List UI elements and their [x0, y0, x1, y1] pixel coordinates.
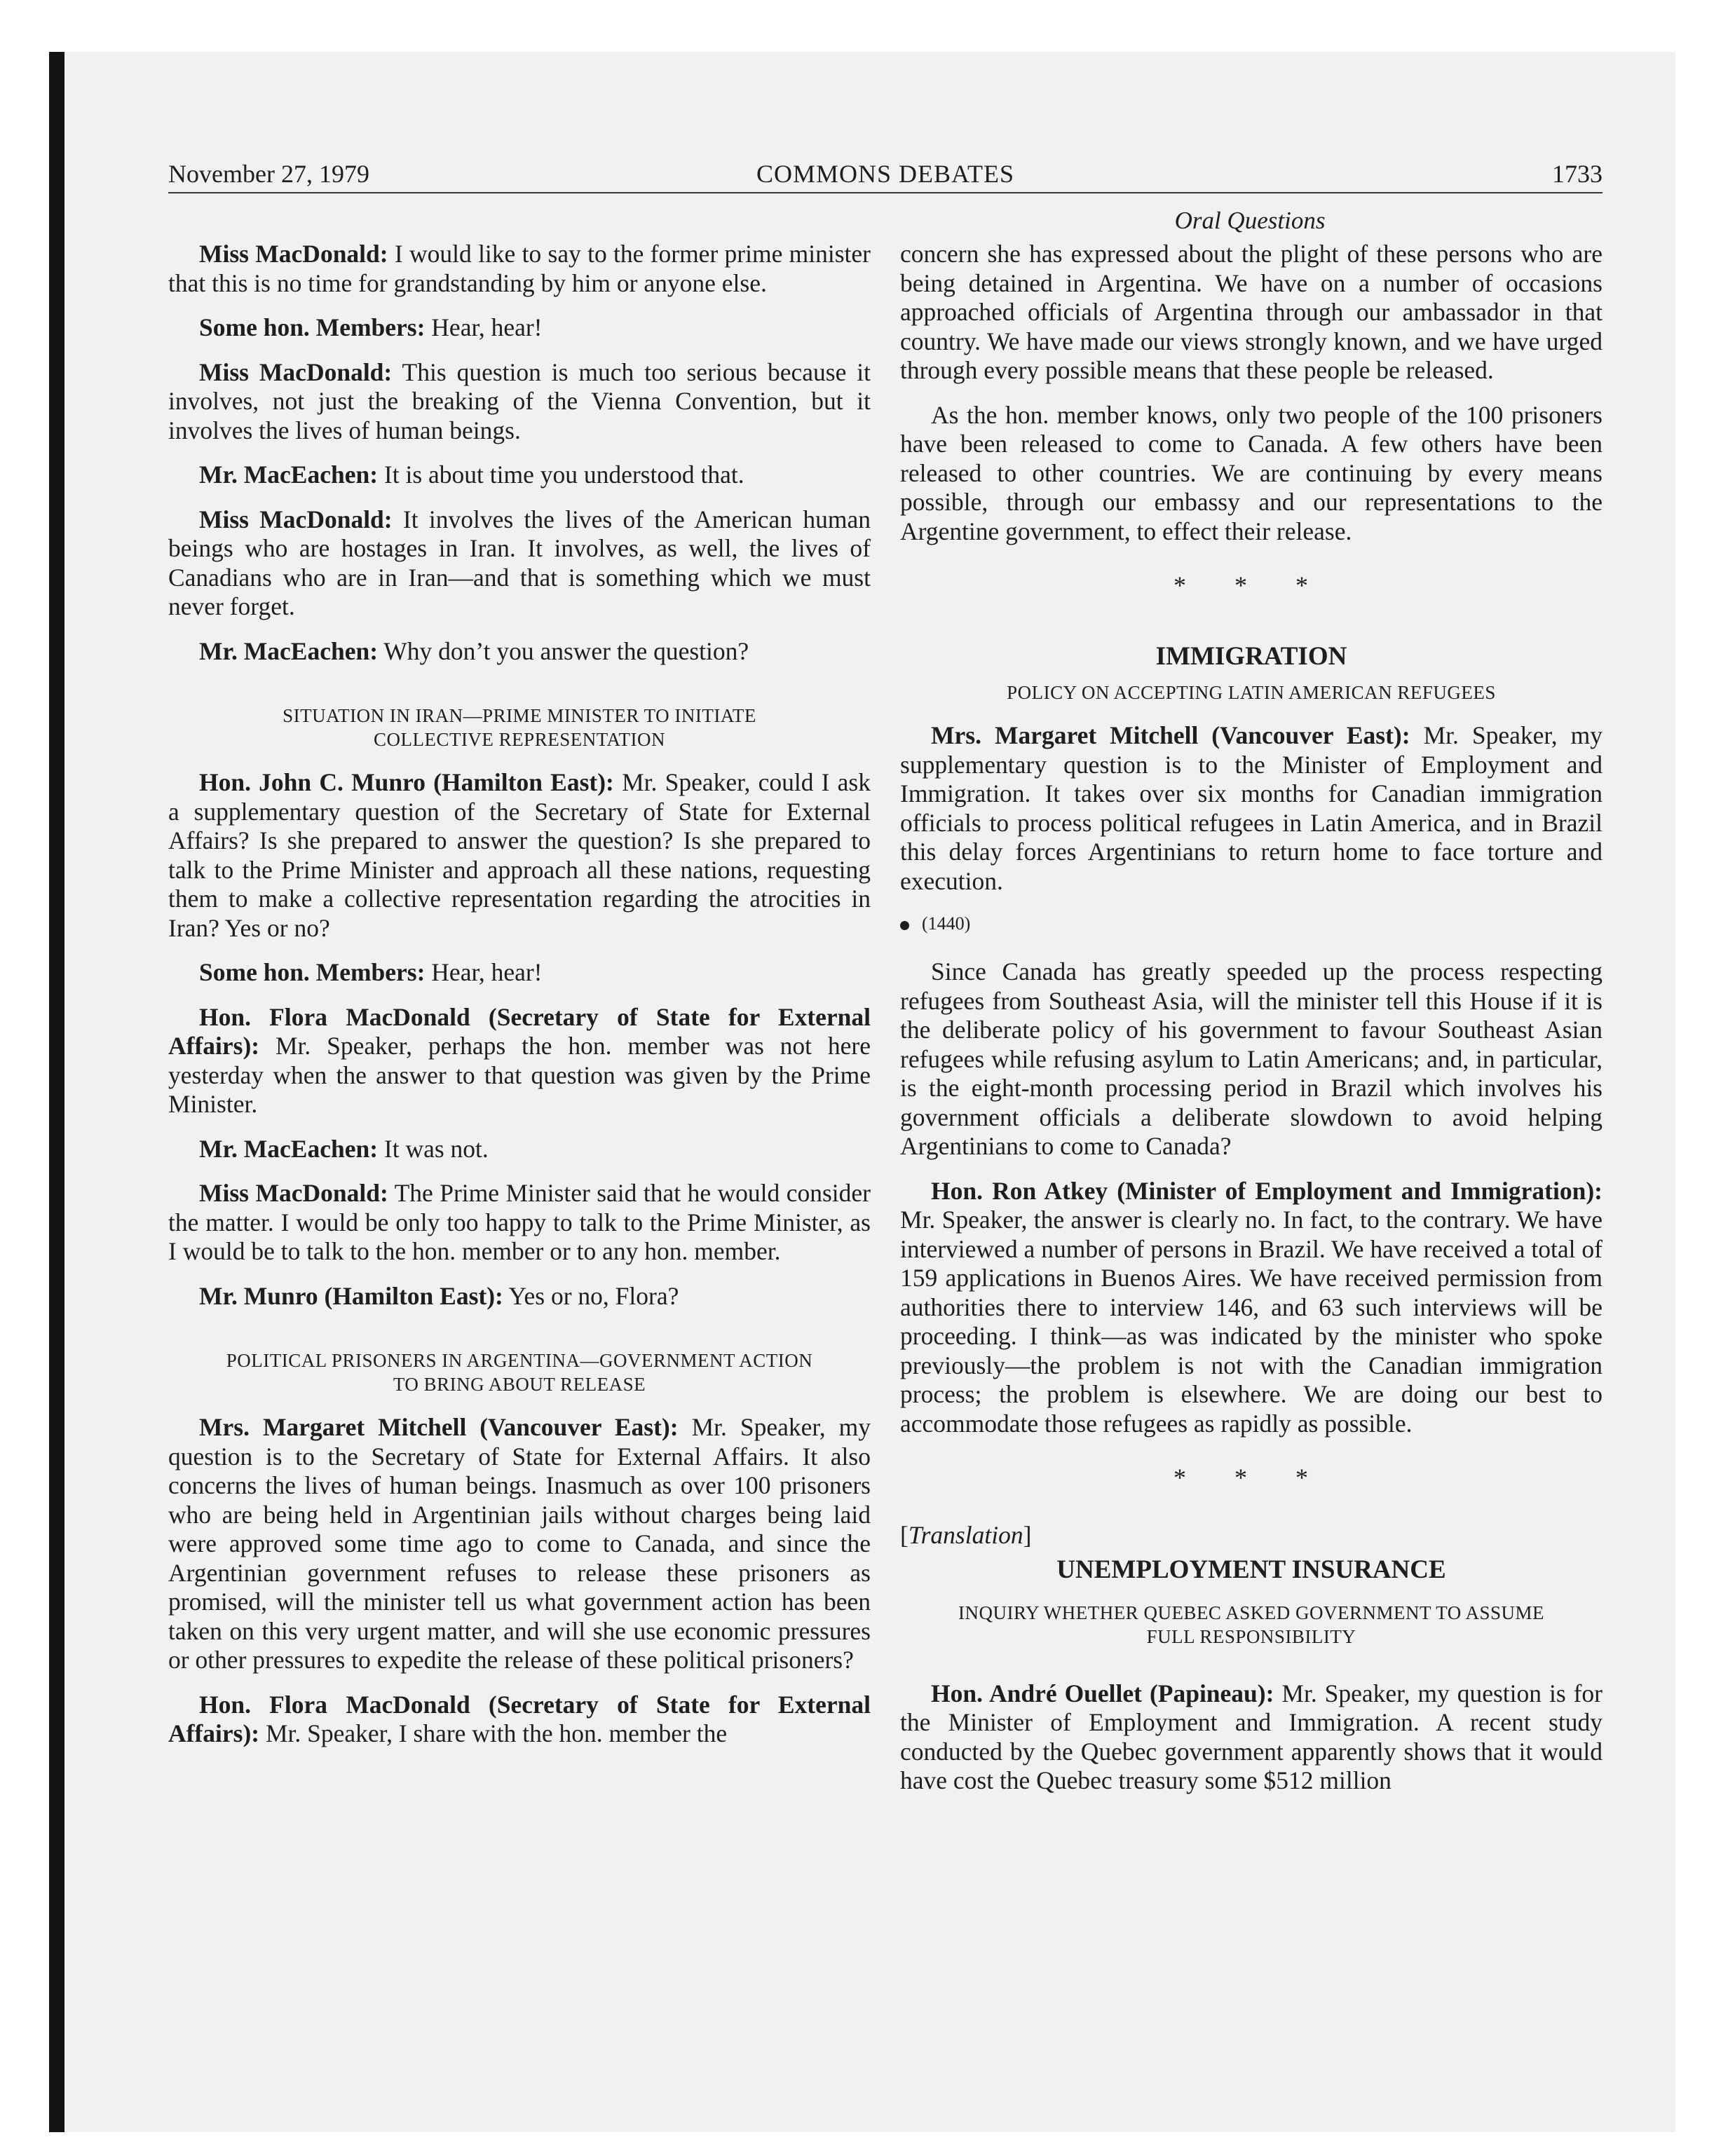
subheading — [196, 704, 843, 751]
speaker-name: Mr. MacEachen: — [199, 636, 379, 665]
speech-text: Mr. Speaker, perhaps the hon. member was not here yesterday when the answer to that question was given by the Prime Minister. — [168, 1032, 871, 1118]
speaker-name: Some hon. Members: — [199, 313, 426, 341]
speech-text: This question is much too serious because it involves, not just the breaking of the Vienna Convention, but it involves the lives of human beings. — [168, 357, 871, 444]
section-divider: * * * — [1173, 571, 1329, 599]
subheading-line: INQUIRY WHETHER QUEBEC ASKED GOVERNMENT TO ASSUME — [958, 1602, 1545, 1623]
speech-text: It was not. — [378, 1134, 489, 1163]
subheading-line: SITUATION IN IRAN—PRIME MINISTER TO INITIATE — [283, 705, 756, 726]
header-date: November 27, 1979 — [168, 160, 369, 188]
right-column — [900, 240, 1603, 1811]
speaker-name: Hon. Flora MacDonald (Secretary of State for External Affairs): — [168, 1002, 871, 1060]
left-column — [168, 240, 871, 1764]
speech-text: Mr. Speaker, my question is for the Minister of Employment and Immigration. A recent study conducted by the Quebec government apparently shows that it would have cost the Quebec treasury some $512 million — [900, 1679, 1603, 1794]
speech-paragraph — [900, 1679, 1603, 1796]
section-divider: * * * — [1173, 1464, 1329, 1492]
speech-paragraph — [168, 1003, 871, 1119]
speech-text: Mr. Speaker, the answer is clearly no. In fact, to the contrary. We have interviewed a number of persons in Brazil. We have received a total of 159 applications in Buenos Aires. We have received permission from authorities there to interview 146, and 63 such interviews will be proceeding. I think—as was indicated by the minister who spoke previously—the problem is not with the Canadian immigration process; the problem is elsewhere. We are doing our best to accommodate those refugees as rapidly as possible. — [900, 1206, 1603, 1438]
speaker-name: Hon. Ron Atkey (Minister of Employment and Immigration): — [931, 1176, 1603, 1205]
speaker-name: Mr. Munro (Hamilton East): — [199, 1281, 503, 1310]
section-heading: IMMIGRATION — [1155, 642, 1347, 671]
speaker-name: Mrs. Margaret Mitchell (Vancouver East): — [931, 721, 1410, 749]
subheading-line: TO BRING ABOUT RELEASE — [393, 1374, 646, 1395]
running-head — [168, 156, 1603, 193]
speech-paragraph: As the hon. member knows, only two people of the 100 prisoners have been released to come to Canada. A few others have been released to other countries. We are continuing by every means possible, through our embassy and our representations to the Argentine government, to effect their release. — [900, 400, 1603, 545]
section-title: Oral Questions — [1174, 207, 1326, 234]
speaker-name: Hon. André Ouellet (Papineau): — [931, 1679, 1274, 1707]
speech-text: Mr. Speaker, my question is to the Secretary of State for External Affairs. It also concerns the lives of human beings. Inasmuch as over 100 prisoners who are being held in Argentinian jails without charges being laid were approved some time ago to come to Canada, and since the Argentinian government refuses to release these prisoners as promised, will the minister tell us what government action has been taken on this very urgent matter, and will she use economic pressures or other pressures to expedite the release of these political prisoners? — [168, 1413, 871, 1674]
speech-paragraph — [168, 1282, 871, 1311]
speaker-name: Mr. MacEachen: — [199, 460, 379, 489]
speech-paragraph — [168, 505, 871, 622]
speech-paragraph — [168, 1413, 871, 1675]
speech-paragraph — [168, 460, 871, 490]
speech-text: It involves the lives of the American human beings who are hostages in Iran. It involves, as well, the lives of Canadians who are in Iran—and that is something which we must never forget. — [168, 505, 871, 620]
time-marker — [900, 911, 1603, 936]
speech-paragraph — [168, 240, 871, 298]
speech-text: Hear, hear! — [425, 958, 543, 986]
speech-paragraph — [168, 958, 871, 988]
time-text: (1440) — [922, 913, 971, 934]
speaker-name: Miss MacDonald: — [199, 505, 393, 533]
speech-text: Hear, hear! — [425, 313, 543, 341]
speaker-name: Mr. MacEachen: — [199, 1134, 379, 1163]
speech-text: The Prime Minister said that he would consider the matter. I would be only too happy to talk to the Prime Minister, as I would be to talk to the hon. member or to any hon. member. — [168, 1179, 871, 1265]
subheading — [928, 1601, 1574, 1649]
speaker-name: Miss MacDonald: — [199, 1179, 388, 1207]
speaker-name: Some hon. Members: — [199, 958, 426, 986]
subheading-line: FULL RESPONSIBILITY — [1146, 1625, 1356, 1647]
subheading: POLICY ON ACCEPTING LATIN AMERICAN REFUGEES — [1007, 682, 1496, 703]
speech-paragraph — [168, 1179, 871, 1267]
translation-note: [Translation] — [900, 1521, 1032, 1549]
speaker-name: Miss MacDonald: — [199, 357, 393, 386]
speech-paragraph — [168, 1691, 871, 1749]
speaker-name: Hon. John C. Munro (Hamilton East): — [199, 768, 614, 796]
speech-text: Mr. Speaker, I share with the hon. member the — [259, 1719, 728, 1747]
section-heading: UNEMPLOYMENT INSURANCE — [1056, 1555, 1446, 1584]
speech-paragraph — [168, 768, 871, 943]
subheading — [196, 1349, 843, 1396]
speech-continuation: concern she has expressed about the plight of these persons who are being detained in Argentina. We have on a number of occasions approached officials of Argentina through our ambassador in that country. We have made our views strongly known, and we have urged through every possible means that these people be released. — [900, 240, 1603, 384]
speech-paragraph: Since Canada has greatly speeded up the process respecting refugees from Southeast Asia, will the minister tell this House if it is the deliberate policy of his government to favour Southeast Asian refugees while refusing asylum to Latin Americans; and, in particular, is the eight-month processing period in Brazil which involves his government officials a deliberate slowdown to avoid helping Argentinians to come to Canada? — [900, 957, 1603, 1160]
speaker-name: Miss MacDonald: — [199, 240, 388, 268]
scan-edge — [49, 52, 64, 2132]
speech-paragraph — [168, 358, 871, 446]
speech-text: Mr. Speaker, could I ask a supplementary question of the Secretary of State for External Affairs? Is she prepared to answer the question? Is she prepared to talk to the Prime Minister and approach all these nations, requesting them to make a collective representation regarding the atrocities in Iran? Yes or no? — [168, 768, 871, 942]
speech-paragraph — [168, 313, 871, 343]
speech-text: Yes or no, Flora? — [503, 1281, 679, 1310]
speech-text: Why don’t you answer the question? — [378, 636, 749, 665]
speech-text: I would like to say to the former prime minister that this is no time for grandstanding by him or anyone else. — [168, 240, 871, 297]
speech-paragraph — [168, 637, 871, 667]
speech-text: It is about time you understood that. — [378, 460, 744, 489]
page-number: 1733 — [1552, 160, 1603, 188]
speech-paragraph — [168, 1135, 871, 1164]
speech-paragraph — [900, 1177, 1603, 1439]
speaker-name: Mrs. Margaret Mitchell (Vancouver East): — [199, 1413, 679, 1441]
speech-paragraph — [900, 721, 1603, 896]
subheading-line: COLLECTIVE REPRESENTATION — [373, 729, 666, 750]
header-publication: COMMONS DEBATES — [756, 160, 1015, 188]
speech-text: Mr. Speaker, my supplementary question is to the Minister of Employment and Immigration. It takes over six months for Canadian immigration officials to process political refugees in Latin America, and in Brazil this delay forces Argentinians to return home to face torture and execution. — [900, 721, 1603, 895]
bullet-icon — [900, 921, 909, 930]
speaker-name: Hon. Flora MacDonald (Secretary of State for External Affairs): — [168, 1690, 871, 1747]
subheading-line: POLITICAL PRISONERS IN ARGENTINA—GOVERNMENT ACTION — [226, 1350, 813, 1371]
translation-label: Translation — [908, 1521, 1023, 1549]
